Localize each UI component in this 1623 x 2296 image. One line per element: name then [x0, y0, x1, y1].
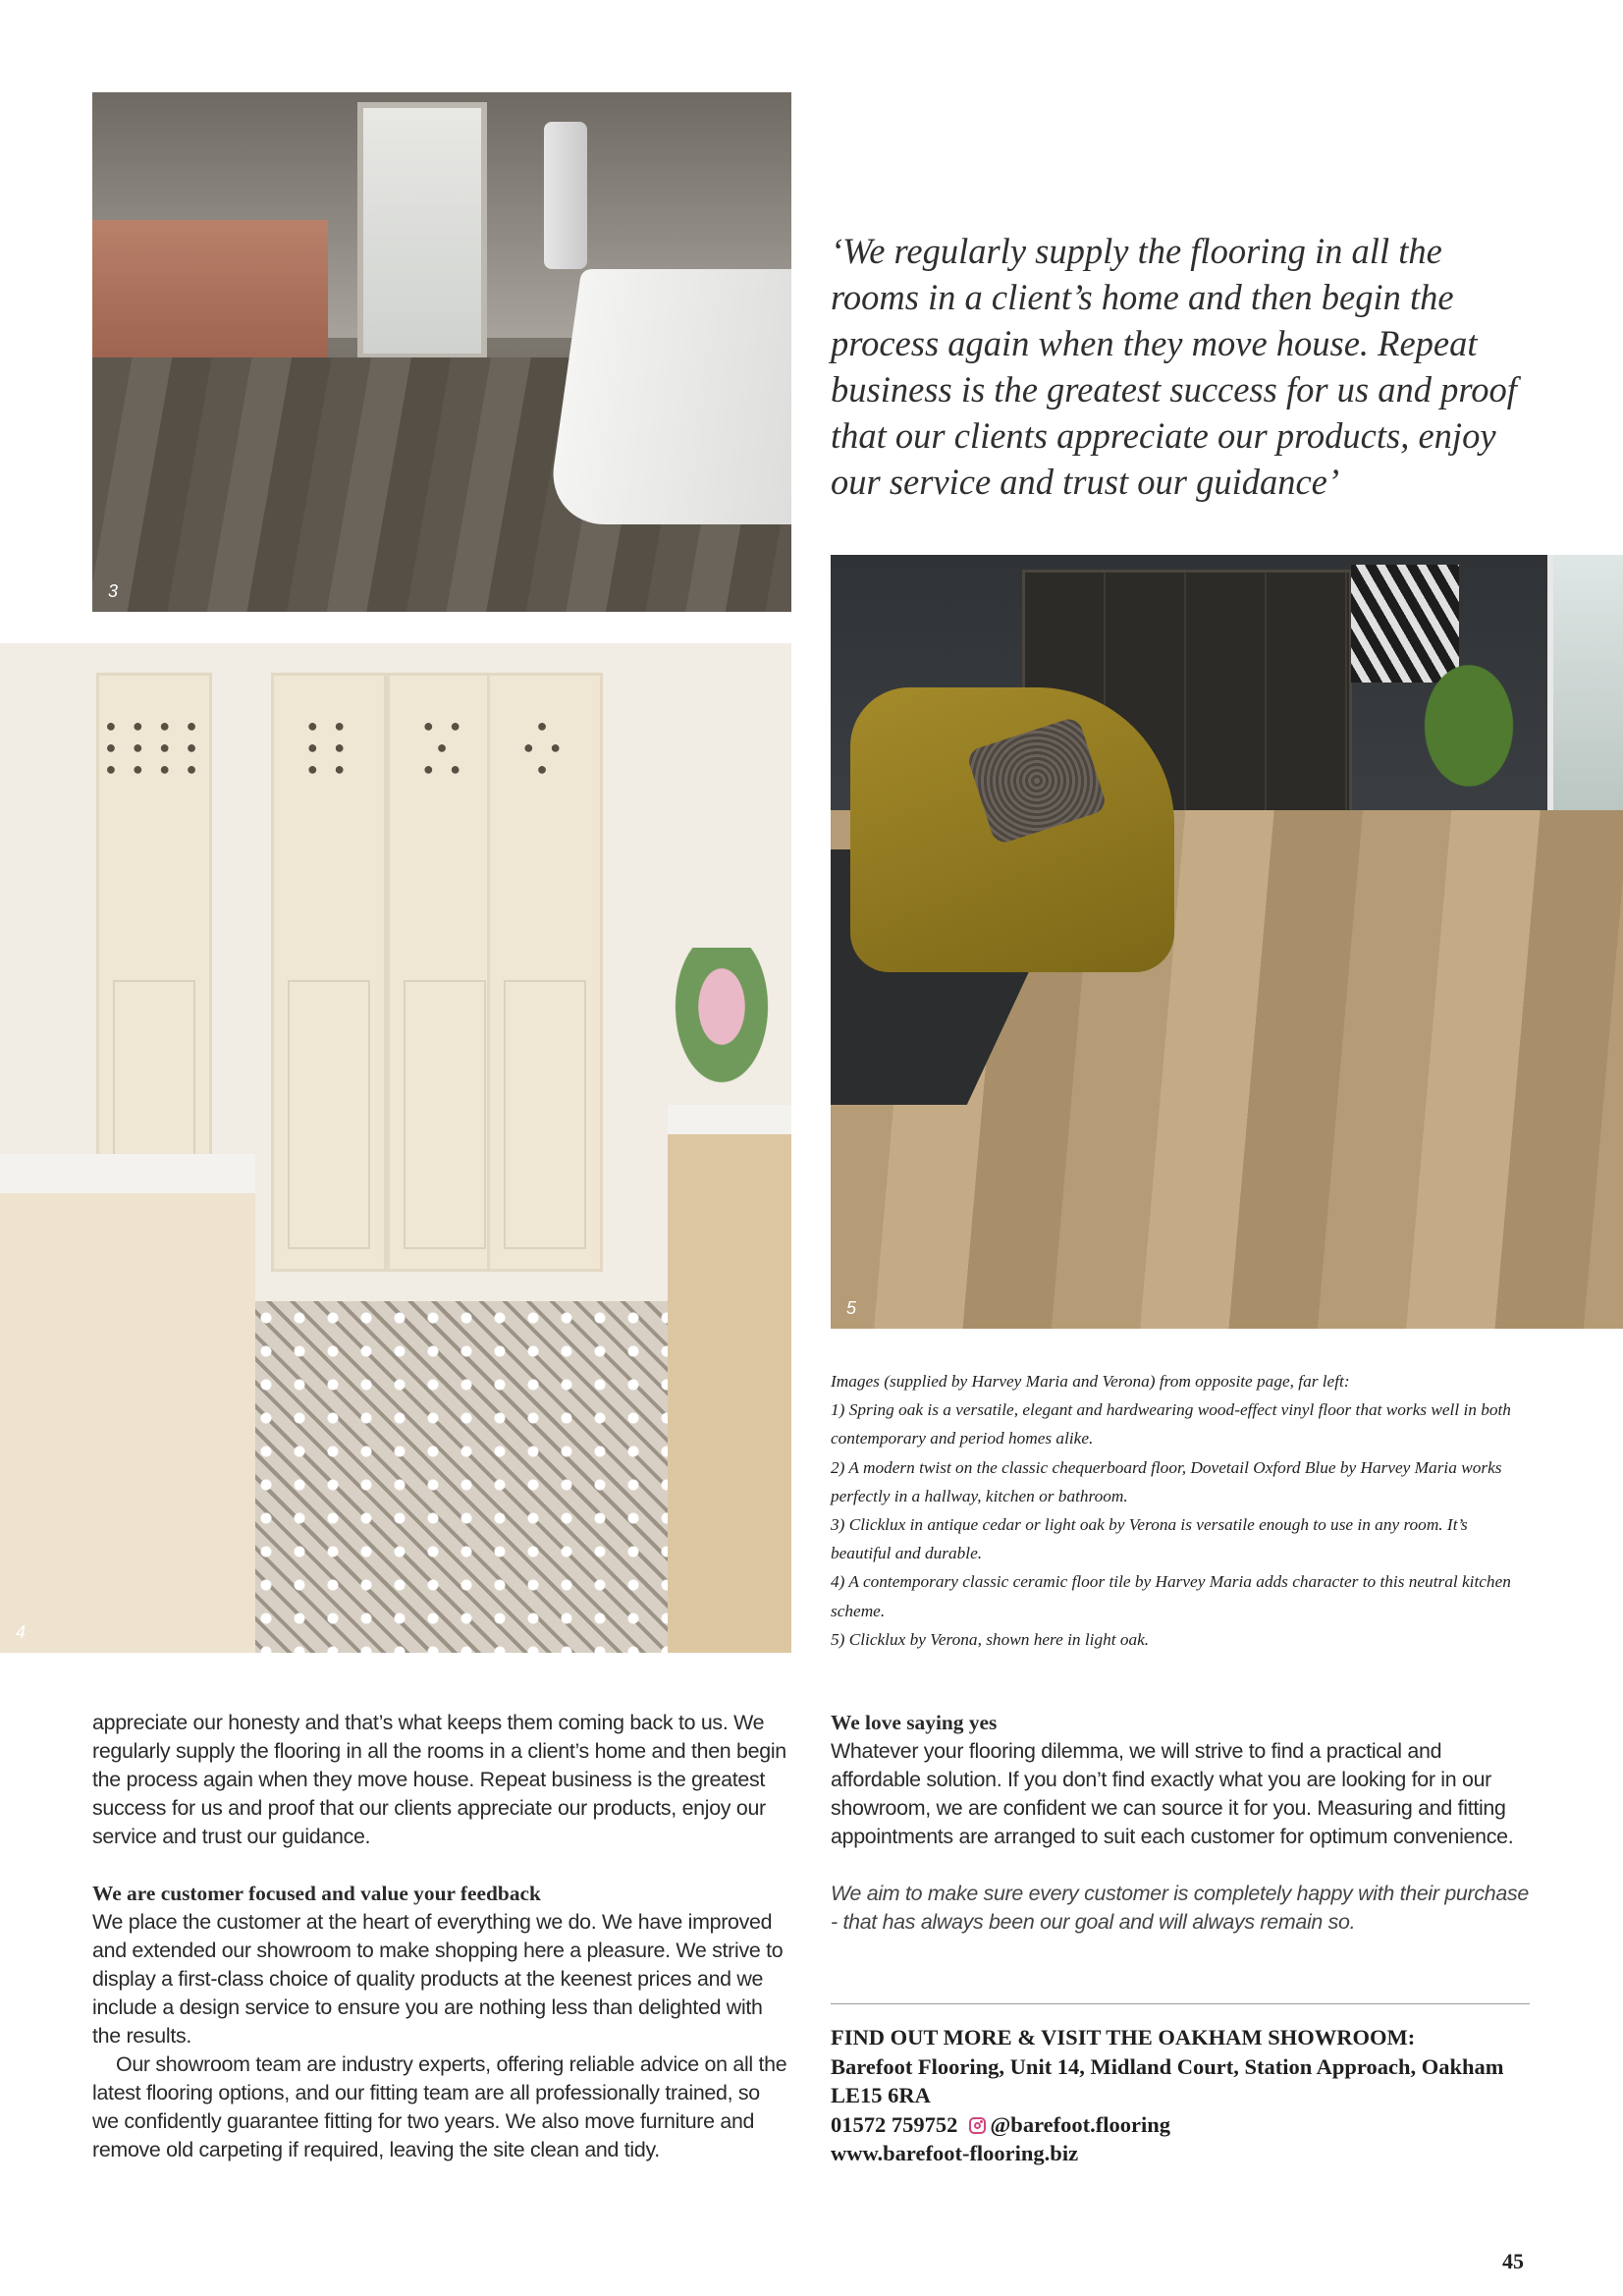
- body-paragraph: Our showroom team are industry experts, offering reliable advice on all the latest flooring options, and our fitting team are all professionally trained, so we confidently guarantee fitting for two years. We also move furniture and remove old carpeting if required, leaving the site clean and tidy.: [92, 2052, 787, 2161]
- caption-item: 1) Spring oak is a versatile, elegant and hardwearing wood-effect vinyl floor that works well in both contemporary and period homes alike.: [831, 1400, 1511, 1449]
- photo-number: 5: [846, 1298, 857, 1318]
- divider: [831, 2003, 1530, 2004]
- body-column-right: [831, 1709, 1530, 1937]
- caption-item: 3) Clicklux in antique cedar or light oak by Verona is versatile enough to use in any room. It’s beautiful and durable.: [831, 1515, 1468, 1563]
- caption-item: 4) A contemporary classic ceramic floor tile by Harvey Maria adds character to this neutral kitchen scheme.: [831, 1572, 1511, 1620]
- contact-address: Barefoot Flooring, Unit 14, Midland Court, Station Approach, Oakham LE15 6RA: [831, 2053, 1504, 2107]
- body-paragraph: We place the customer at the heart of everything we do. We have improved and extended our showroom to make shopping here a pleasure. We strive to display a first-class choice of quality products at the keenest prices and we include a design service to ensure you are nothing less than delighted with the results.: [92, 1910, 784, 2048]
- body-paragraph: appreciate our honesty and that’s what keeps them coming back to us. We regularly supply the flooring in all the rooms in a client’s home and then begin the process again when they move house. Repeat business is the greatest success for us and proof that our clients appreciate our products, enjoy our service and trust our guidance.: [92, 1711, 786, 1848]
- body-paragraph: Whatever your flooring dilemma, we will strive to find a practical and affordable solution. If you don’t find exactly what you are looking for in our showroom, we are confident we can source it for you. Measuring and fitting appointments are arranged to suit each customer for optimum convenience.: [831, 1739, 1514, 1848]
- body-column-left: [92, 1709, 791, 2164]
- photo-number: 4: [16, 1622, 27, 1642]
- contact-website[interactable]: www.barefoot-flooring.biz: [831, 2141, 1079, 2165]
- bathroom-photo: [92, 92, 791, 612]
- contact-block: [831, 2023, 1530, 2168]
- caption-item: 5) Clicklux by Verona, shown here in light oak.: [831, 1629, 1150, 1649]
- contact-instagram[interactable]: @barefoot.flooring: [990, 2111, 1170, 2137]
- page-number: 45: [1502, 2249, 1524, 2273]
- contact-phone: 01572 759752: [831, 2111, 958, 2137]
- kitchen-photo: ● ● ● ● ● ● ● ● ● ● ● ● ● ● ● ● ● ● ● ● ● ● ● ● ● ● ● 4: [0, 643, 791, 1653]
- body-paragraph-italic: We aim to make sure every customer is completely happy with their purchase - that has always been our goal and will always remain so.: [831, 1882, 1529, 1934]
- instagram-icon: [969, 2117, 986, 2134]
- photo-number: 3: [108, 581, 119, 601]
- living-room-photo: [831, 555, 1623, 1329]
- section-heading: We are customer focused and value your feedback: [92, 1882, 541, 1905]
- caption-item: 2) A modern twist on the classic chequerboard floor, Dovetail Oxford Blue by Harvey Maria works perfectly in a hallway, kitchen or bathroom.: [831, 1457, 1502, 1505]
- image-captions: [831, 1367, 1518, 1654]
- pull-quote: ‘We regularly supply the flooring in all the rooms in a client’s home and then begin the process again when they move house. Repeat business is the greatest success for us and proof that our clients appreciate our products, enjoy our service and trust our guidance’: [831, 231, 1517, 502]
- contact-heading: FIND OUT MORE & VISIT THE OAKHAM SHOWROOM:: [831, 2025, 1416, 2050]
- contact-phone-instagram: [831, 2110, 1530, 2140]
- caption-intro: Images (supplied by Harvey Maria and Verona) from opposite page, far left:: [831, 1372, 1350, 1391]
- section-heading: We love saying yes: [831, 1711, 998, 1734]
